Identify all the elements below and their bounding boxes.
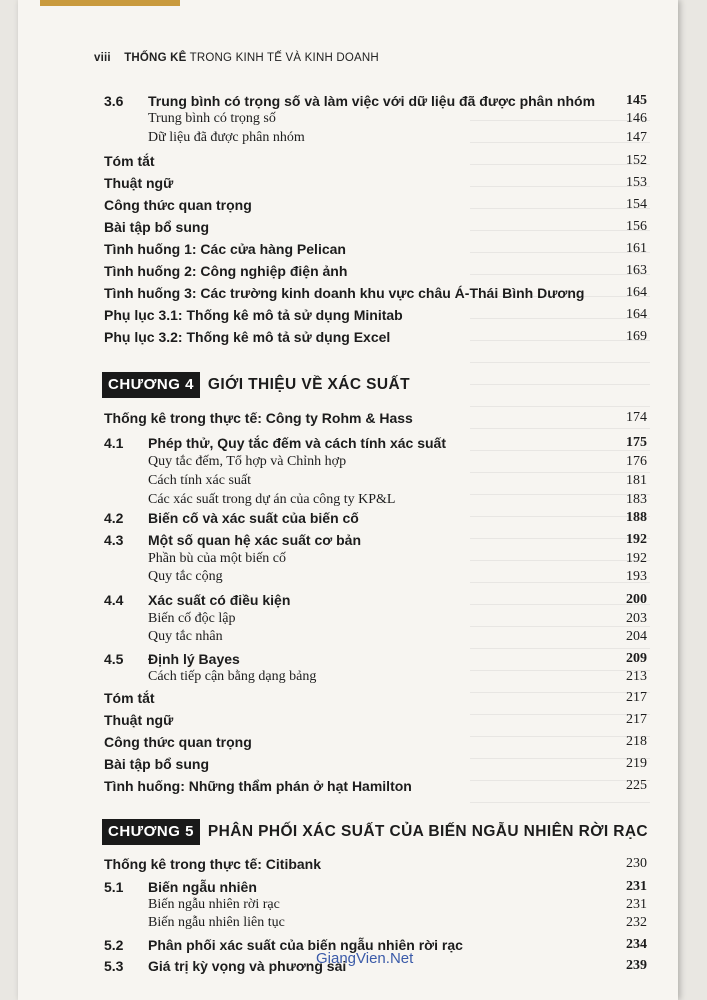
watermark: GiangVien.Net [316,950,414,967]
toc-entry [0,216,707,238]
entry-title: Phân phối xác suất của biến ngẫu nhiên rời rạc [148,937,463,953]
entry-title: Biến ngẫu nhiên rời rạc [148,897,280,912]
entry-title: Tóm tắt [104,153,155,169]
section-number: 4.5 [104,651,124,667]
entry-title: Trung bình có trọng số [148,111,276,126]
entry-title: Phụ lục 3.1: Thống kê mô tả sử dụng Minitab [104,307,403,323]
toc-entry [0,194,707,216]
entry-title: Biến ngẫu nhiên [148,879,257,895]
entry-title: Dữ liệu đã được phân nhóm [148,130,305,145]
entry-title: Phần bù của một biến cố [148,551,287,566]
section-number: 4.1 [104,435,124,451]
section-number: 5.3 [104,958,124,974]
toc-entry [0,753,707,775]
entry-page: 218 [626,734,647,749]
entry-title: Các xác suất trong dự án của công ty KP&L [148,492,396,507]
entry-page: 164 [626,285,647,300]
entry-page: 183 [626,492,647,507]
entry-title: Công thức quan trọng [104,734,252,750]
section-number: 4.2 [104,510,124,526]
entry-page: 188 [626,510,647,525]
toc-entry [0,304,707,326]
entry-page: 213 [626,669,647,684]
entry-page: 231 [626,879,647,894]
entry-page: 217 [626,712,647,727]
section-number: 5.2 [104,937,124,953]
entry-page: 219 [626,756,647,771]
entry-page: 230 [626,856,647,871]
entry-title: Quy tắc đếm, Tổ hợp và Chỉnh hợp [148,454,347,469]
section-number: 5.1 [104,879,124,895]
entry-title: Xác suất có điều kiện [148,592,291,608]
entry-title: Quy tắc nhân [148,629,223,644]
entry-page: 217 [626,690,647,705]
entry-title: Biến ngẫu nhiên liên tục [148,915,285,930]
entry-page: 204 [626,629,647,644]
toc-entry [0,150,707,172]
book-title-rest: TRONG KINH TẾ VÀ KINH DOANH [189,52,379,64]
entry-title: Một số quan hệ xác suất cơ bản [148,532,361,548]
entry-page: 161 [626,241,647,256]
entry-title: Công thức quan trọng [104,197,252,213]
entry-title: Giá trị kỳ vọng và phương sai [148,958,347,974]
entry-page: 147 [626,130,647,145]
entry-page: 181 [626,473,647,488]
entry-title: Thống kê trong thực tế: Citibank [104,856,322,872]
entry-page: 176 [626,454,647,469]
entry-title: Phụ lục 3.2: Thống kê mô tả sử dụng Excel [104,329,391,345]
entry-page: 174 [626,410,647,425]
entry-page: 225 [626,778,647,793]
entry-title: Biến cố và xác suất của biến cố [148,510,359,526]
entry-title: Định lý Bayes [148,651,240,667]
entry-page: 239 [626,958,647,973]
entry-page: 192 [626,532,647,547]
entry-page: 203 [626,611,647,626]
toc-entry [0,507,707,529]
entry-title: Bài tập bổ sung [104,756,209,772]
toc-entry [0,282,707,304]
chapter-title: GIỚI THIỆU VỀ XÁC SUẤT [207,376,410,393]
toc-entry [0,326,707,348]
chapter-5-heading [102,819,648,845]
entry-page: 192 [626,551,647,566]
toc-subentry [0,666,707,688]
entry-page: 154 [626,197,647,212]
entry-page: 146 [626,111,647,126]
entry-title: Biến cố độc lập [148,611,236,626]
toc-subentry [0,626,707,648]
entry-title: Tóm tắt [104,690,155,706]
entry-title: Cách tính xác suất [148,473,252,488]
entry-title: Thuật ngữ [104,175,174,191]
entry-page: 169 [626,329,647,344]
cover-edge [40,0,180,6]
entry-title: Thuật ngữ [104,712,174,728]
toc-subentry [0,127,707,149]
running-head [94,52,379,64]
entry-page: 200 [626,592,647,607]
section-number: 4.4 [104,592,124,608]
entry-title: Tình huống 3: Các trường kinh doanh khu vực châu Á-Thái Bình Dương [104,285,585,301]
entry-page: 193 [626,569,647,584]
chapter-4-heading [102,372,410,398]
toc-entry [0,775,707,797]
toc-entry [0,260,707,282]
chapter-tag: CHƯƠNG 4 [102,372,200,398]
entry-page: 234 [626,937,647,952]
entry-title: Tình huống: Những thẩm phán ở hạt Hamilton [104,778,412,794]
entry-page: 163 [626,263,647,278]
chapter-tag: CHƯƠNG 5 [102,819,200,845]
toc-subentry [0,566,707,588]
entry-title: Quy tắc cộng [148,569,223,584]
section-number: 4.3 [104,532,124,548]
toc-entry [0,238,707,260]
entry-page: 156 [626,219,647,234]
toc-entry [0,731,707,753]
entry-page: 164 [626,307,647,322]
entry-title: Thống kê trong thực tế: Công ty Rohm & Hass [104,410,413,426]
toc-entry [0,853,707,875]
toc-entry [0,687,707,709]
book-title-bold: THỐNG KÊ [124,52,187,64]
entry-title: Bài tập bổ sung [104,219,209,235]
toc-subentry [0,912,707,934]
entry-title: Tình huống 2: Công nghiệp điện ảnh [104,263,348,279]
page-number: viii [94,52,111,64]
entry-title: Tình huống 1: Các cửa hàng Pelican [104,241,346,257]
chapter-title: PHÂN PHỐI XÁC SUẤT CỦA BIẾN NGẪU NHIÊN RỜI RẠC [207,823,649,840]
entry-title: Trung bình có trọng số và làm việc với dữ liệu đã được phân nhóm [148,93,596,109]
entry-page: 232 [626,915,647,930]
entry-page: 145 [626,93,647,108]
entry-page: 231 [626,897,647,912]
entry-title: Cách tiếp cận bằng dạng bảng [148,669,317,684]
toc-entry [0,172,707,194]
entry-title: Phép thử, Quy tắc đếm và cách tính xác suất [148,435,447,451]
toc-entry [0,709,707,731]
entry-page: 175 [626,435,647,450]
toc-entry [0,407,707,429]
entry-page: 152 [626,153,647,168]
entry-page: 153 [626,175,647,190]
section-number: 3.6 [104,93,124,109]
entry-page: 209 [626,651,647,666]
